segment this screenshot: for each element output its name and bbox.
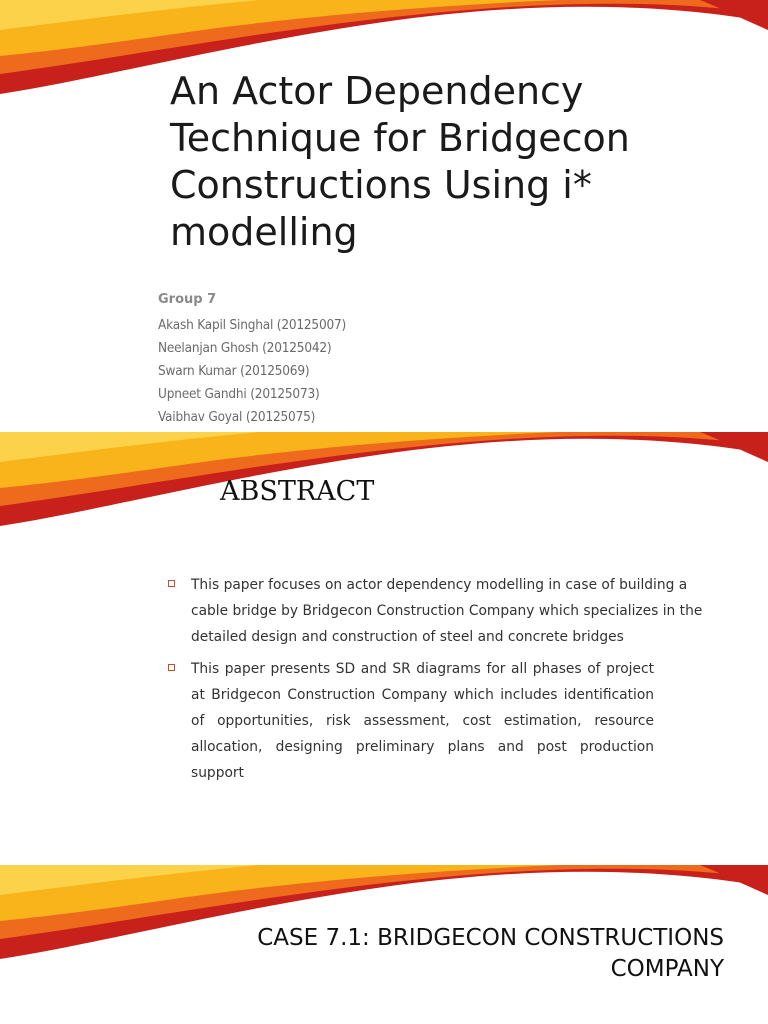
author-list (158, 314, 346, 429)
abstract-slide (0, 432, 768, 865)
bullet-text: This paper focuses on actor dependency modelling in case of building a cable bridge by Bridgecon Construction Company which specializes in the detailed design and construction of steel and concrete bridges (191, 577, 703, 645)
bullet-square-icon (168, 580, 175, 587)
bullet-square-icon (168, 664, 175, 671)
title-slide (0, 0, 768, 432)
bullet-text: This paper presents SD and SR diagrams for all phases of project at Bridgecon Construction Company which includes identification of opportunities, risk assessment, cost estimation, resource allocation, designing preliminary plans and post production support (191, 661, 654, 781)
bullet-item (168, 572, 708, 650)
author-item: Neelanjan Ghosh (20125042) (158, 340, 332, 356)
author-item: Upneet Gandhi (20125073) (158, 386, 320, 402)
decorative-wave-banner (0, 432, 768, 542)
author-item: Swarn Kumar (20125069) (158, 363, 310, 379)
case-heading: CASE 7.1: BRIDGECON CONSTRUCTIONS COMPANY (257, 925, 724, 982)
bullet-item (168, 656, 654, 786)
group-label: Group 7 (158, 292, 217, 307)
author-item: Vaibhav Goyal (20125075) (158, 409, 316, 425)
author-item: Akash Kapil Singhal (20125007) (158, 317, 347, 333)
case-slide (0, 865, 768, 1024)
presentation-title: An Actor Dependency Technique for Bridgecon Constructions Using i* modelling (170, 69, 630, 254)
abstract-heading: ABSTRACT (220, 476, 375, 507)
